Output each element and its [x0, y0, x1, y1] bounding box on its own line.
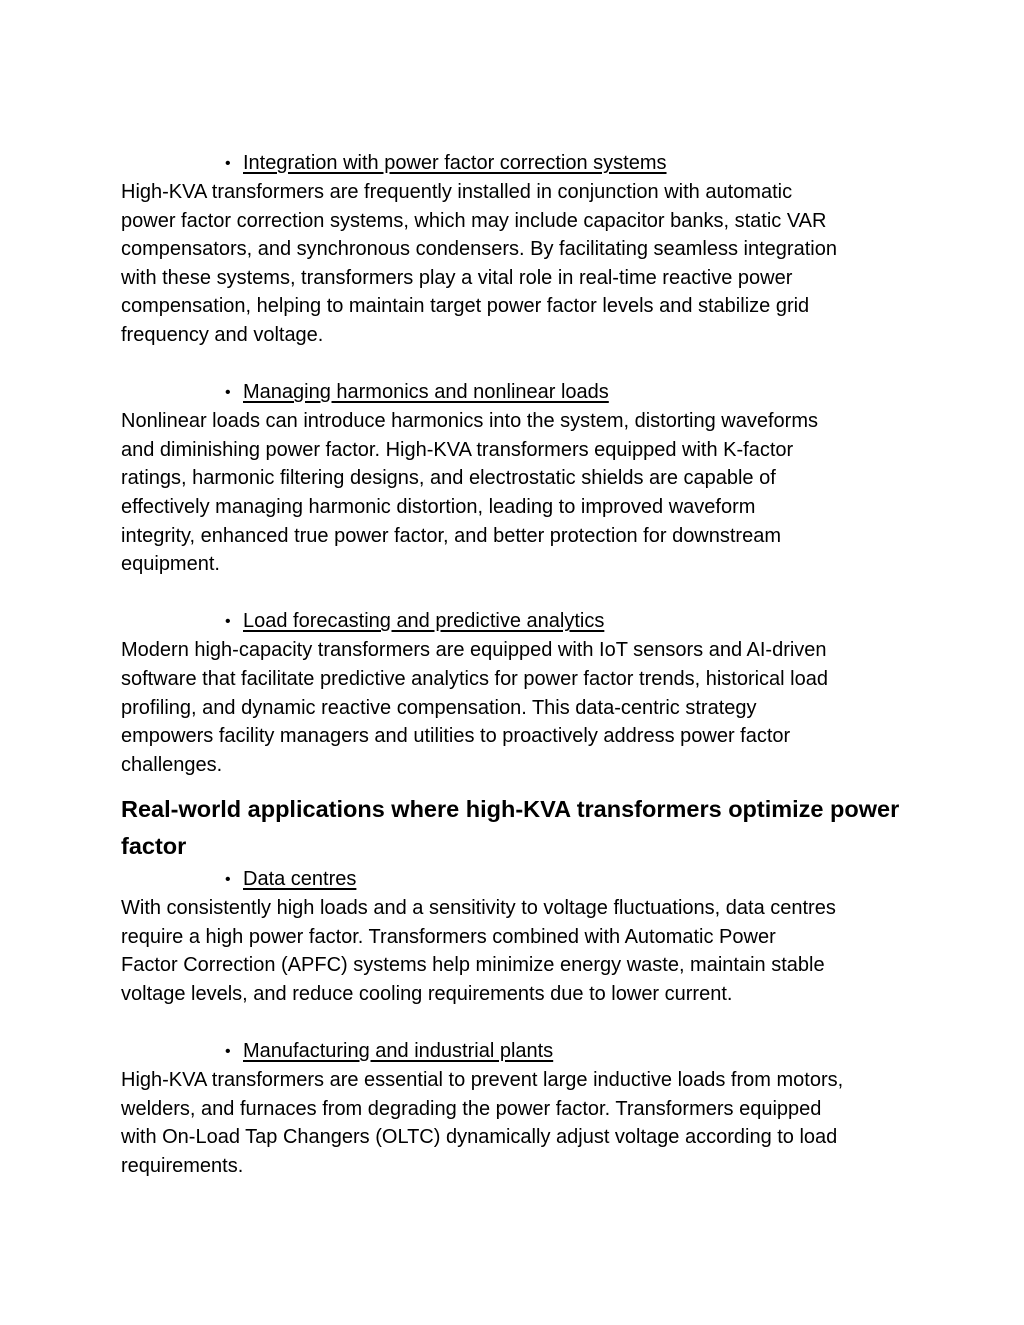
- spacer: [121, 350, 911, 379]
- bullet-label: Manufacturing and industrial plants: [243, 1040, 554, 1063]
- bullet-item-pfc-integration: [121, 149, 911, 178]
- bullet-item-load-forecasting: [121, 607, 911, 636]
- bullet-item-manufacturing: [121, 1037, 911, 1066]
- bullet-label: Integration with power factor correction systems: [243, 152, 667, 174]
- paragraph: High-KVA transformers are essential to prevent large inductive loads from motors, welders, and furnaces from degrading the power factor. Transformers equipped with On-Load Tap Changers (OLTC) dynamically adjust voltage according to load requirements.: [121, 1069, 844, 1178]
- bullet-label: Data centres: [243, 868, 357, 891]
- bullet-item-harmonics: [121, 378, 911, 407]
- paragraph: With consistently high loads and a sensitivity to voltage fluctuations, data centres require a high power factor. Transformers combined with Automatic Power Factor Correction (APFC) systems help minimize energy waste, maintain stable voltage levels, and reduce cooling requirements due to lower current.: [121, 897, 836, 1006]
- spacer: [121, 1009, 911, 1038]
- paragraph: High-KVA transformers are frequently installed in conjunction with automatic power factor correction systems, which may include capacitor banks, static VAR compensators, and synchronous condensers. By facilitating seamless integration with these systems, transformers play a vital role in real-time reactive power compensation, helping to maintain target power factor levels and stabilize grid frequency and voltage.: [121, 181, 837, 346]
- bullet-label: Managing harmonics and nonlinear loads: [243, 381, 609, 404]
- bullet-dot-icon: •: [225, 155, 231, 172]
- bullet-dot-icon: •: [225, 384, 231, 402]
- bullet-item-data-centres: [121, 865, 911, 894]
- bullet-dot-icon: •: [225, 1043, 231, 1061]
- bullet-label: Load forecasting and predictive analytics: [243, 610, 605, 633]
- bullet-dot-icon: •: [225, 613, 231, 631]
- paragraph: Nonlinear loads can introduce harmonics into the system, distorting waveforms and diminishing power factor. High-KVA transformers equipped with K-factor ratings, harmonic filtering designs, and electrostatic shields are capable of effectively managing harmonic distortion, leading to improved waveform integrity, enhanced true power factor, and better protection for downstream equipment.: [121, 410, 818, 576]
- bullet-dot-icon: •: [225, 871, 231, 889]
- document-page: [121, 149, 911, 1181]
- section-heading: Real-world applications where high-KVA transformers optimize power factor: [121, 796, 900, 860]
- spacer: [121, 579, 911, 608]
- paragraph: Modern high-capacity transformers are equipped with IoT sensors and AI-driven software that facilitate predictive analytics for power factor trends, historical load profiling, and dynamic reactive compensation. This data-centric strategy empowers facility managers and utilities to proactively address power factor challenges.: [121, 639, 828, 776]
